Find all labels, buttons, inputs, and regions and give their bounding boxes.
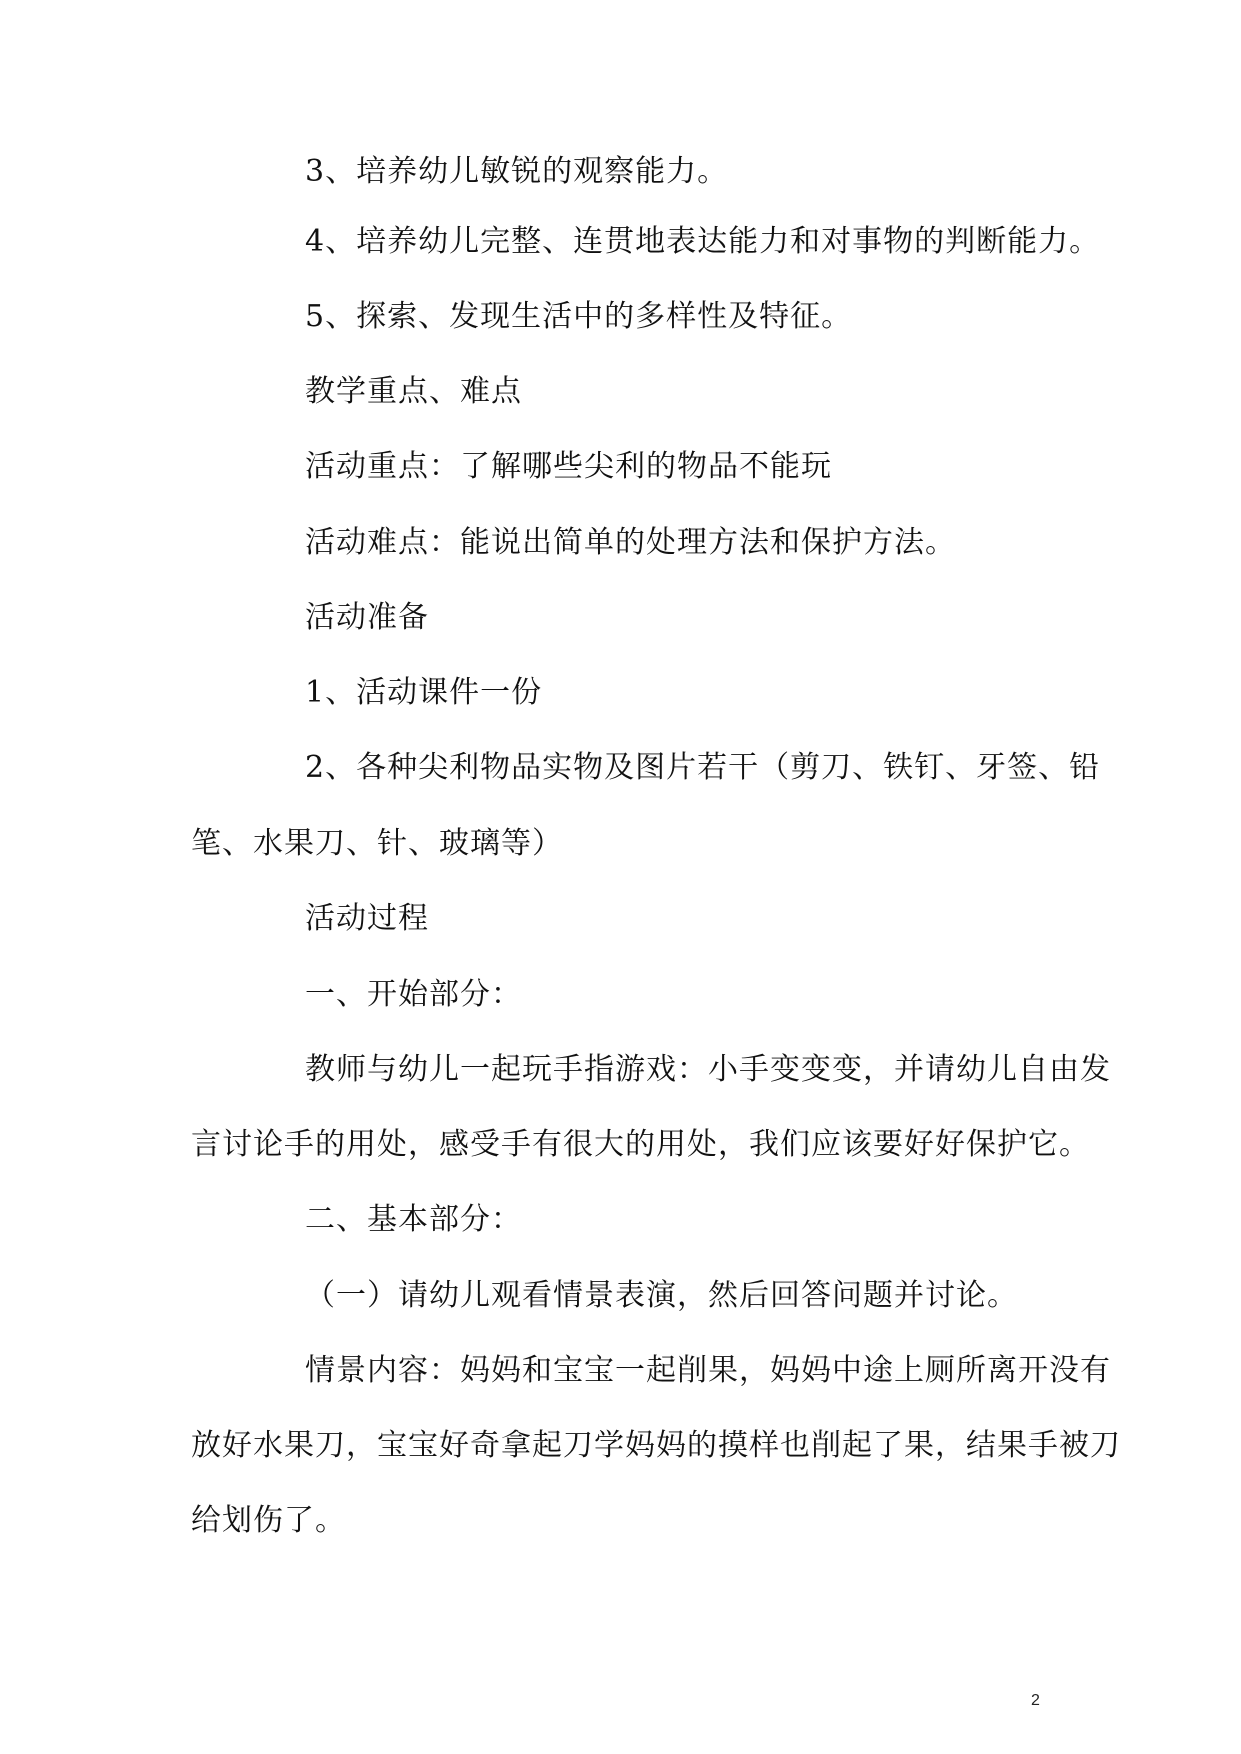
section-heading: 活动过程 [305,901,429,936]
text-line: 教师与幼儿一起玩手指游戏：小手变变变，并请幼儿自由发 [305,1052,1111,1087]
page-number: 2 [1031,1692,1040,1709]
text-line: 2、各种尖利物品实物及图片若干（剪刀、铁钉、牙签、铅 [305,750,1101,785]
text-line: 言讨论手的用处，感受手有很大的用处，我们应该要好好保护它。 [191,1127,1090,1162]
text-line: 3、培养幼儿敏锐的观察能力。 [305,154,729,189]
section-heading: 二、基本部分： [305,1202,522,1237]
text-line: 情景内容：妈妈和宝宝一起削果，妈妈中途上厕所离开没有 [305,1353,1111,1388]
text-line: 放好水果刀，宝宝好奇拿起刀学妈妈的摸样也削起了果，结果手被刀 [191,1428,1121,1463]
section-heading: 一、开始部分： [305,977,522,1012]
text-line: 活动重点：了解哪些尖利的物品不能玩 [305,449,832,484]
text-line: 活动难点：能说出简单的处理方法和保护方法。 [305,525,956,560]
section-heading: 活动准备 [305,600,429,635]
section-heading: 教学重点、难点 [305,374,522,409]
text-line: 5、探索、发现生活中的多样性及特征。 [305,299,853,334]
text-line: 笔、水果刀、针、玻璃等） [191,826,563,861]
text-line: 4、培养幼儿完整、连贯地表达能力和对事物的判断能力。 [305,224,1101,259]
text-line: 1、活动课件一份 [305,675,543,710]
text-line: （一）请幼儿观看情景表演，然后回答问题并讨论。 [305,1278,1018,1313]
text-line: 给划伤了。 [191,1503,346,1538]
